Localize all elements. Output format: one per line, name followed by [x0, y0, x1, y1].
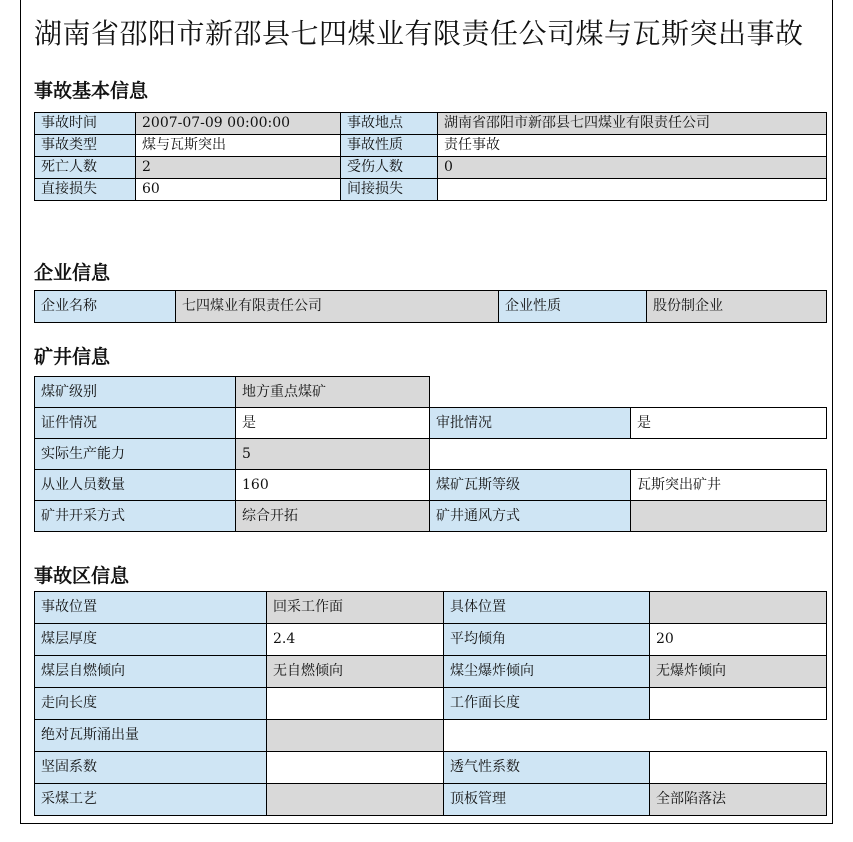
- permeability-value: [650, 752, 827, 784]
- table-row: [35, 157, 827, 179]
- roof-management-value: 全部陷落法: [650, 784, 827, 816]
- mining-method-value: 综合开拓: [236, 501, 430, 532]
- nature-value: 责任事故: [438, 135, 827, 157]
- self-ignition-label: 煤层自燃倾向: [35, 656, 267, 688]
- mine-info-table: [34, 376, 827, 532]
- basic-info-table: [34, 112, 827, 201]
- gas-level-value: 瓦斯突出矿井: [631, 470, 827, 501]
- section-mine-heading: 矿井信息: [34, 346, 111, 368]
- table-row: [35, 624, 827, 656]
- permeability-label: 透气性系数: [444, 752, 650, 784]
- firmness-label: 坚固系数: [35, 752, 267, 784]
- company-name-value: 七四煤业有限责任公司: [176, 291, 499, 323]
- seam-thickness-value: 2.4: [267, 624, 444, 656]
- table-row: [35, 592, 827, 624]
- table-row: [35, 113, 827, 135]
- deaths-value: 2: [136, 157, 341, 179]
- specific-position-value: [650, 592, 827, 624]
- mine-level-value: 地方重点煤矿: [236, 377, 430, 408]
- company-name-label: 企业名称: [35, 291, 176, 323]
- face-length-label: 工作面长度: [444, 688, 650, 720]
- gas-level-label: 煤矿瓦斯等级: [430, 470, 631, 501]
- table-row: [35, 501, 827, 532]
- deaths-label: 死亡人数: [35, 157, 136, 179]
- time-value: 2007-07-09 00:00:00: [136, 113, 341, 135]
- table-row: [35, 135, 827, 157]
- table-row: [35, 784, 827, 816]
- mining-method-label: 矿井开采方式: [35, 501, 236, 532]
- cert-label: 证件情况: [35, 408, 236, 439]
- injured-label: 受伤人数: [341, 157, 438, 179]
- company-nature-label: 企业性质: [499, 291, 647, 323]
- company-nature-value: 股份制企业: [647, 291, 827, 323]
- staff-label: 从业人员数量: [35, 470, 236, 501]
- direct-loss-label: 直接损失: [35, 179, 136, 201]
- avg-dip-label: 平均倾角: [444, 624, 650, 656]
- avg-dip-value: 20: [650, 624, 827, 656]
- specific-position-label: 具体位置: [444, 592, 650, 624]
- cert-value: 是: [236, 408, 430, 439]
- section-area-heading: 事故区信息: [34, 565, 130, 587]
- table-row: [35, 408, 827, 439]
- table-row: [35, 688, 827, 720]
- table-row: [35, 720, 827, 752]
- direct-loss-value: 60: [136, 179, 341, 201]
- seam-thickness-label: 煤层厚度: [35, 624, 267, 656]
- table-row: [35, 291, 827, 323]
- injured-value: 0: [438, 157, 827, 179]
- table-row: [35, 656, 827, 688]
- strike-length-value: [267, 688, 444, 720]
- approval-label: 审批情况: [430, 408, 631, 439]
- company-info-table: [34, 290, 827, 323]
- dust-explosion-value: 无爆炸倾向: [650, 656, 827, 688]
- area-info-table: [34, 591, 827, 816]
- indirect-loss-value: [438, 179, 827, 201]
- roof-management-label: 顶板管理: [444, 784, 650, 816]
- dust-explosion-label: 煤尘爆炸倾向: [444, 656, 650, 688]
- empty-cell: [444, 720, 827, 752]
- table-row: [35, 179, 827, 201]
- firmness-value: [267, 752, 444, 784]
- indirect-loss-label: 间接损失: [341, 179, 438, 201]
- ventilation-label: 矿井通风方式: [430, 501, 631, 532]
- section-company-heading: 企业信息: [34, 262, 111, 284]
- face-length-value: [650, 688, 827, 720]
- table-row: [35, 377, 827, 408]
- empty-cell: [430, 377, 827, 408]
- accident-position-value: 回采工作面: [267, 592, 444, 624]
- section-basic-heading: 事故基本信息: [34, 80, 149, 102]
- mine-level-label: 煤矿级别: [35, 377, 236, 408]
- table-row: [35, 470, 827, 501]
- type-label: 事故类型: [35, 135, 136, 157]
- strike-length-label: 走向长度: [35, 688, 267, 720]
- mining-process-value: [267, 784, 444, 816]
- ventilation-value: [631, 501, 827, 532]
- time-label: 事故时间: [35, 113, 136, 135]
- gas-emission-value: [267, 720, 444, 752]
- place-label: 事故地点: [341, 113, 438, 135]
- table-row: [35, 752, 827, 784]
- page-title: 湖南省邵阳市新邵县七四煤业有限责任公司煤与瓦斯突出事故: [34, 17, 804, 50]
- empty-cell: [430, 439, 827, 470]
- capacity-label: 实际生产能力: [35, 439, 236, 470]
- gas-emission-label: 绝对瓦斯涌出量: [35, 720, 267, 752]
- self-ignition-value: 无自燃倾向: [267, 656, 444, 688]
- approval-value: 是: [631, 408, 827, 439]
- accident-position-label: 事故位置: [35, 592, 267, 624]
- nature-label: 事故性质: [341, 135, 438, 157]
- capacity-value: 5: [236, 439, 430, 470]
- mining-process-label: 采煤工艺: [35, 784, 267, 816]
- place-value: 湖南省邵阳市新邵县七四煤业有限责任公司: [438, 113, 827, 135]
- table-row: [35, 439, 827, 470]
- type-value: 煤与瓦斯突出: [136, 135, 341, 157]
- staff-value: 160: [236, 470, 430, 501]
